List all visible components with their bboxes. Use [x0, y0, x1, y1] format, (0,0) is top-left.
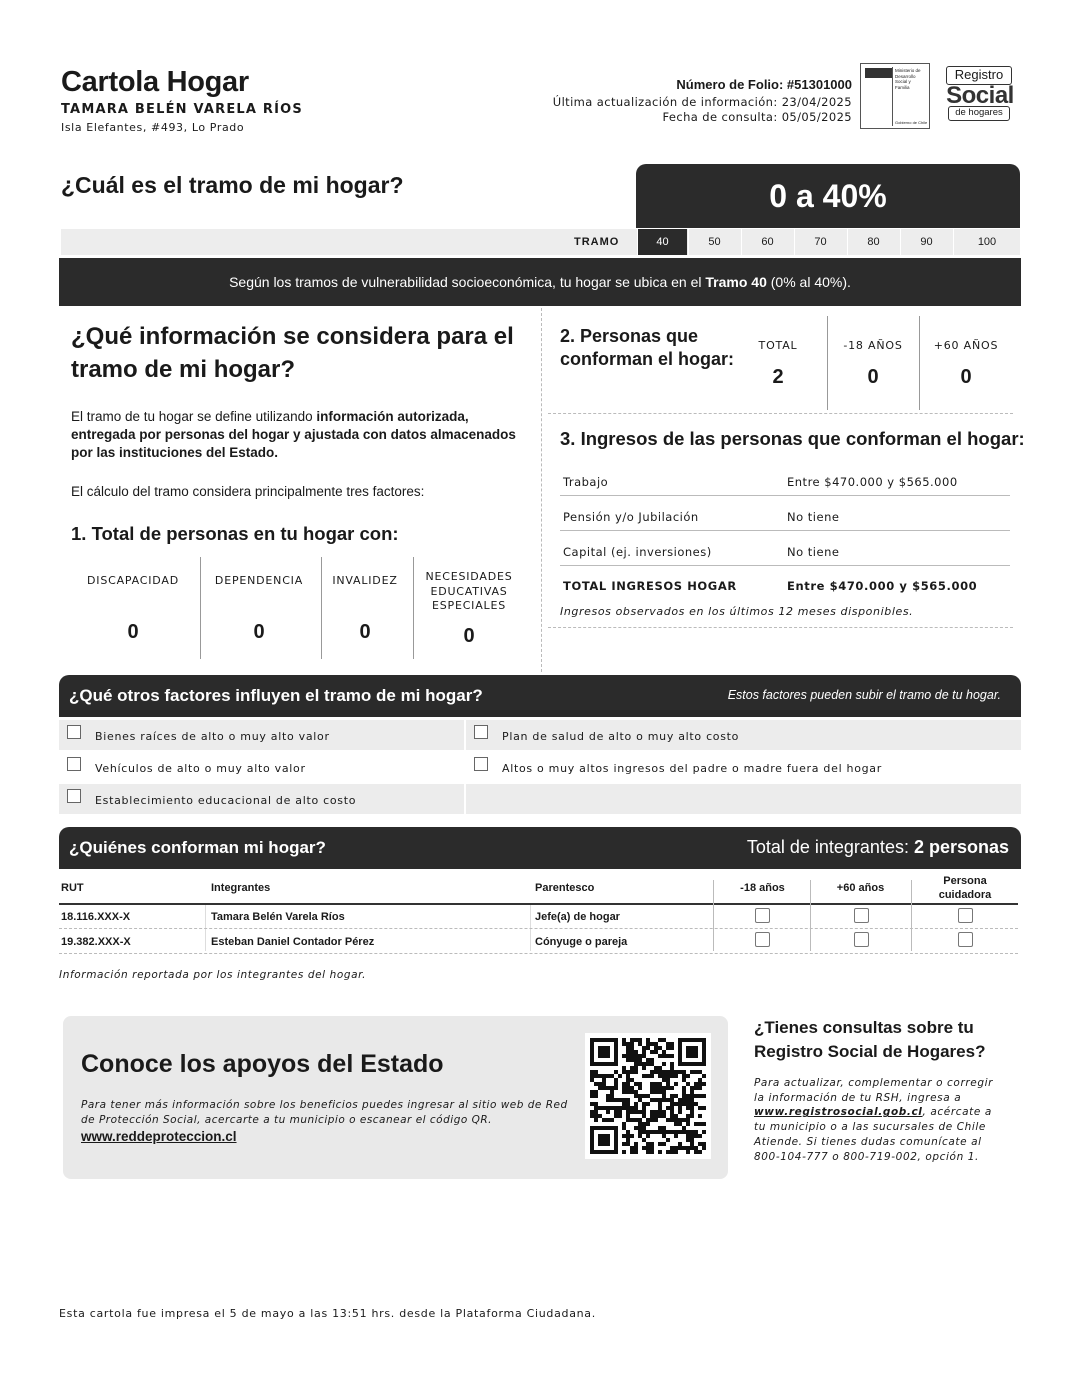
checkbox-icon: [67, 789, 81, 803]
column-header-rut: RUT: [61, 882, 84, 894]
checkbox-icon: [474, 757, 488, 771]
income-value: No tiene: [787, 545, 840, 559]
income-row-pension: [560, 497, 1010, 531]
factor-value: 0: [127, 621, 139, 643]
persons-title: 2. Personas que conforman el hogar:: [560, 326, 735, 369]
help-title: ¿Tienes consultas sobre tu Registro Social de Hogares?: [754, 1018, 986, 1061]
factor-option-label: Vehículos de alto o muy alto valor: [95, 762, 306, 775]
factor-label: NECESIDADES EDUCATIVAS ESPECIALES: [425, 570, 513, 612]
info-heading: ¿Qué información se considera para el tramo de mi hogar?: [71, 323, 514, 383]
section-divider: [548, 627, 1013, 628]
factor-option-vehiculos: [59, 752, 464, 782]
registro-social-logo: [938, 64, 1022, 132]
over-60-checkbox: [854, 908, 869, 923]
household-total-label: Total de integrantes:: [746, 837, 914, 857]
under-18-checkbox: [755, 908, 770, 923]
factor-invalidez: [323, 557, 407, 659]
tramo-result: 0 a 40%: [636, 164, 1020, 228]
column-header-caregiver: Persona cuidadora: [938, 875, 992, 901]
persons-under-18-label: -18 AÑOS: [843, 339, 903, 352]
tramo-banner-suffix: (0% al 40%).: [766, 274, 851, 290]
other-factors-header: [59, 675, 1021, 717]
ministry-name: Ministerio de Desarrollo Social y Familia: [895, 68, 921, 90]
tramo-banner: [59, 258, 1021, 306]
ministry-flag-icon: [865, 68, 893, 78]
row-divider: [59, 928, 1018, 929]
member-relation: Cónyuge o pareja: [535, 936, 628, 948]
info-paragraph: [71, 408, 531, 462]
column-divider: [911, 880, 912, 951]
persons-over-60-label: +60 AÑOS: [933, 339, 999, 352]
income-total-value: Entre $470.000 y $565.000: [787, 579, 978, 593]
income-label: Pensión y/o Jubilación: [563, 510, 699, 524]
support-title: Conoce los apoyos del Estado: [81, 1050, 444, 1078]
help-text-end: , acércate a tu municipio o a las sucursales de Chile Atiende. Si tienes dudas comunícate al 800-104-777 o 800-719-002, opción 1.: [754, 1106, 992, 1163]
factor-option-plan-salud: [466, 720, 1021, 750]
checkbox-icon: [67, 757, 81, 771]
last-update-date: Última actualización de información: 23/04/2025: [552, 95, 852, 109]
ministry-logo: [860, 63, 930, 129]
checkbox-icon: [474, 725, 488, 739]
tramo-tick-80: 80: [847, 229, 899, 255]
tramo-banner-prefix: Según los tramos de vulnerabilidad socioeconómica, tu hogar se ubica en el: [229, 274, 706, 290]
tramo-banner-bold: Tramo 40: [705, 274, 767, 290]
member-relation: Jefe(a) de hogar: [535, 911, 620, 923]
help-text: [754, 1076, 1004, 1164]
other-factors-row: [59, 784, 1021, 814]
tramo-scale-label: TRAMO: [574, 236, 620, 248]
factor-option-establecimiento: [59, 784, 464, 814]
page-title: Cartola Hogar: [61, 66, 249, 98]
under-18-checkbox: [755, 932, 770, 947]
persons-total-label: TOTAL: [758, 339, 798, 352]
other-factors-row: [59, 720, 1021, 750]
factor-divider: [200, 557, 201, 659]
income-value: No tiene: [787, 510, 840, 524]
factor-dependencia: [203, 557, 315, 659]
tramo-tick-60: 60: [741, 229, 793, 255]
holder-address: Isla Elefantes, #493, Lo Prado: [61, 121, 245, 134]
income-value: Entre $470.000 y $565.000: [787, 475, 958, 489]
help-link[interactable]: www.registrosocial.gob.cl: [754, 1106, 923, 1119]
member-name: Tamara Belén Varela Ríos: [211, 911, 345, 923]
caregiver-checkbox: [958, 932, 973, 947]
support-link[interactable]: www.reddeproteccion.cl: [81, 1129, 237, 1144]
persons-total-value: 2: [772, 366, 784, 388]
help-text-start: Para actualizar, complementar o corregir la información de tu RSH, ingresa a: [754, 1077, 994, 1104]
holder-name: TAMARA BELÉN VARELA RÍOS: [61, 102, 303, 117]
household-total-value: 2 personas: [913, 837, 1009, 857]
tramo-tick-100: 100: [953, 229, 1020, 255]
persons-total: [742, 339, 814, 389]
caregiver-checkbox: [958, 908, 973, 923]
household-header: [59, 827, 1021, 869]
column-header-integrantes: Integrantes: [211, 882, 271, 894]
qr-code-graphic: [585, 1033, 711, 1159]
persons-divider: [827, 316, 828, 410]
factors-title: 1. Total de personas en tu hogar con:: [71, 523, 399, 544]
table-header-line: [59, 903, 1018, 905]
member-rut: 18.116.XXX-X: [61, 911, 131, 923]
factor-divider: [321, 557, 322, 659]
persons-under-18: [834, 339, 912, 389]
factor-label: INVALIDEZ: [332, 574, 398, 587]
member-rut: 19.382.XXX-X: [61, 936, 131, 948]
info-paragraph-bold: información autorizada, entregada por personas del hogar y ajustada con datos almacenados por las instituciones del Estado.: [71, 409, 516, 460]
factor-option-label: Bienes raíces de alto o muy alto valor: [95, 730, 330, 743]
column-divider: [541, 308, 542, 672]
persons-divider: [919, 316, 920, 410]
tramo-tick-50: 50: [688, 229, 740, 255]
reported-note: Información reportada por los integrantes del hogar.: [59, 969, 367, 981]
income-note: Ingresos observados en los últimos 12 meses disponibles.: [560, 605, 914, 618]
factor-value: 0: [359, 621, 371, 643]
persons-under-18-value: 0: [867, 366, 879, 388]
column-divider: [810, 880, 811, 951]
factor-discapacidad: [74, 557, 192, 659]
income-title: 3. Ingresos de las personas que conforman el hogar:: [560, 428, 1025, 449]
ministry-logo-divider: [892, 67, 893, 126]
factor-label: DISCAPACIDAD: [87, 574, 179, 587]
member-name: Esteban Daniel Contador Pérez: [211, 936, 375, 948]
factor-option-ingresos-padres: [466, 752, 1021, 782]
logo-top-text: Registro: [946, 66, 1012, 85]
income-total-label: TOTAL INGRESOS HOGAR: [563, 579, 737, 593]
row-divider: [59, 953, 1018, 954]
factor-option-label: Establecimiento educacional de alto costo: [95, 794, 357, 807]
logo-bottom-text: de hogares: [948, 106, 1010, 121]
checkbox-icon: [67, 725, 81, 739]
tramo-question: ¿Cuál es el tramo de mi hogar?: [61, 172, 404, 198]
persons-over-60-value: 0: [960, 366, 972, 388]
government-label: Gobierno de Chile: [895, 120, 928, 125]
other-factors-note: Estos factores pueden subir el tramo de tu hogar.: [727, 688, 1001, 702]
income-row-capital: [560, 532, 1010, 566]
query-date: Fecha de consulta: 05/05/2025: [662, 110, 852, 124]
tramo-tick-90: 90: [900, 229, 952, 255]
logo-main-text: Social: [946, 82, 1014, 109]
row-gap: [464, 784, 466, 814]
column-header-over-60: +60 años: [836, 882, 885, 894]
factor-divider: [413, 557, 414, 659]
printed-footer: Esta cartola fue impresa el 5 de mayo a las 13:51 hrs. desde la Plataforma Ciudadana.: [59, 1307, 596, 1320]
tramo-scale: [61, 229, 1020, 255]
other-factors-title: ¿Qué otros factores influyen el tramo de mi hogar?: [69, 686, 483, 705]
column-header-parentesco: Parentesco: [535, 882, 595, 894]
other-factors-row: [59, 752, 1021, 782]
factor-necesidades: [418, 557, 520, 659]
column-header-under-18: -18 años: [740, 882, 785, 894]
over-60-checkbox: [854, 932, 869, 947]
folio-number: Número de Folio: #51301000: [676, 77, 852, 92]
factor-option-bienes-raices: [59, 720, 464, 750]
tramo-tick-40: 40: [637, 229, 687, 255]
factor-label: DEPENDENCIA: [214, 574, 304, 587]
section-divider: [548, 413, 1013, 414]
tramo-tick-70: 70: [794, 229, 846, 255]
income-row-trabajo: [560, 462, 1010, 496]
factor-option-label: Altos o muy altos ingresos del padre o madre fuera del hogar: [502, 762, 882, 775]
income-label: Trabajo: [563, 475, 609, 489]
factor-option-label: Plan de salud de alto o muy alto costo: [502, 730, 740, 743]
factor-value: 0: [253, 621, 265, 643]
support-text: Para tener más información sobre los beneficios puedes ingresar al sitio web de Red de Protección Social, acercarte a tu municipio o escanear el código QR.: [81, 1099, 568, 1126]
factor-value: 0: [463, 625, 475, 647]
persons-over-60: [926, 339, 1006, 389]
household-total: [747, 837, 1009, 858]
income-label: Capital (ej. inversiones): [563, 545, 712, 559]
info-paragraph-start: El tramo de tu hogar se define utilizando: [71, 409, 317, 424]
household-title: ¿Quiénes conforman mi hogar?: [69, 838, 326, 857]
info-paragraph-factors: El cálculo del tramo considera principalmente tres factores:: [71, 484, 425, 499]
column-divider: [713, 880, 714, 951]
qr-code-icon: [585, 1033, 711, 1159]
